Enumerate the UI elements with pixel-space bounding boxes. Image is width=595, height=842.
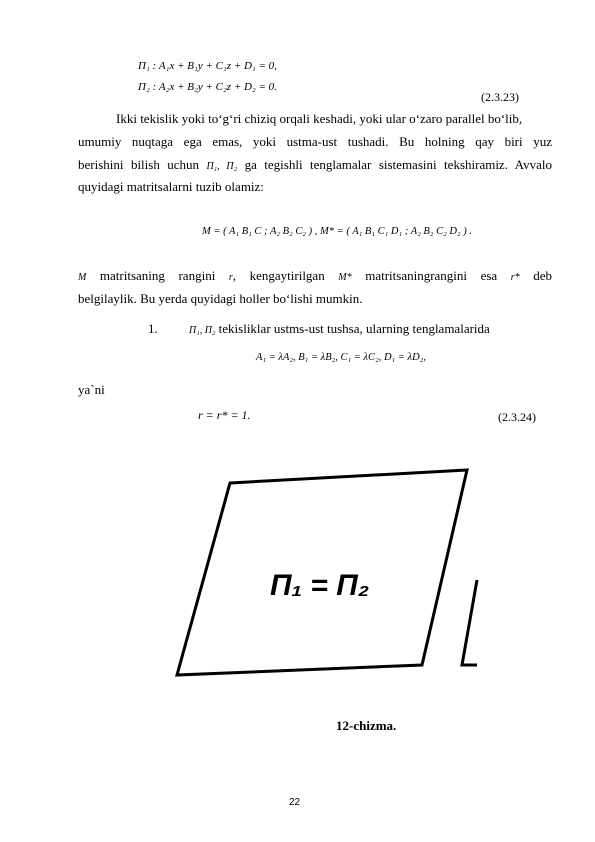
equation-number-2-3-24: (2.3.24): [498, 410, 536, 424]
list-item-number: 1.: [148, 321, 158, 336]
paragraph-line: belgilaylik. Bu yerda quyidagi holler bo‘lishi mumkin.: [78, 290, 363, 306]
figure-svg: [160, 455, 480, 695]
equation-rank: r = r* = 1.: [198, 408, 251, 422]
paragraph-text: deb: [533, 268, 553, 283]
inline-symbol-planes: Π₁, Π₂: [189, 325, 216, 336]
paragraph-line: quyidagi matritsalarni tuzib olamiz:: [78, 179, 264, 194]
equation-proportional-coefficients: A₁ = λA₂, B₁ = λB₂, C₁ = λC₂, D₁ = λD₂,: [256, 352, 426, 363]
paragraph-line: umumiy nuqtaga ega emas, yoki ustma-ust tushadi. Bu holning qay biri yuz: [78, 134, 552, 149]
list-item-text: tekisliklar ustms-ust tushsa, ularning tenglamalarida: [218, 321, 490, 336]
inline-symbol-r-star: r*: [510, 272, 520, 283]
paragraph-text: matritsaningrangini esa: [365, 268, 498, 283]
inline-symbol-M-star: M*: [338, 272, 352, 283]
figure-label: Π₁ = Π₂: [270, 569, 370, 602]
paragraph-line: [78, 265, 552, 288]
paragraph-text: Ikki tekislik yoki to‘g‘ri chiziq orqali keshadi, yoki ular o‘zaro parallel bo‘lib,: [116, 111, 523, 126]
inline-symbol-r: r: [228, 272, 233, 283]
equation-matrices: M = ( A₁ B₁ C ; A₂ B₂ C₂ ) , M* = ( A₁ B₁ C₁ D₁ ; A₂ B₂ C₂ D₂ ) .: [202, 226, 472, 237]
plane-edge-fragment: [462, 580, 477, 665]
equation-number-2-3-23: (2.3.23): [481, 90, 519, 104]
paragraph-line: [78, 154, 552, 177]
inline-symbol-planes: Π₁, Π₂: [206, 160, 238, 172]
paragraph-text: , kengaytirilgan: [232, 268, 325, 283]
equation-plane-2: Π₂ : A₂x + B₂y + C₂z + D₂ = 0.: [138, 81, 277, 93]
paragraph-text: matritsaning rangini: [99, 268, 216, 283]
list-item-1: [148, 318, 490, 342]
inline-symbol-M: M: [78, 272, 87, 283]
text-yani: ya`ni: [78, 382, 105, 397]
paragraph-2: [78, 265, 552, 310]
equation-plane-1: Π₁ : A₁x + B₁y + C₁z + D₁ = 0,: [138, 60, 277, 72]
figure-caption: 12-chizma.: [336, 718, 397, 733]
paragraph-text: ga tegishli tenglamalar sistemasini tekshiramiz. Avvalo: [244, 156, 552, 172]
page-number: 22: [289, 797, 301, 808]
paragraph-1-first-line: [116, 108, 552, 131]
paragraph-1: [78, 131, 552, 199]
paragraph-text: berishini bilish uchun: [78, 156, 200, 172]
figure-coincident-planes: [160, 455, 480, 695]
